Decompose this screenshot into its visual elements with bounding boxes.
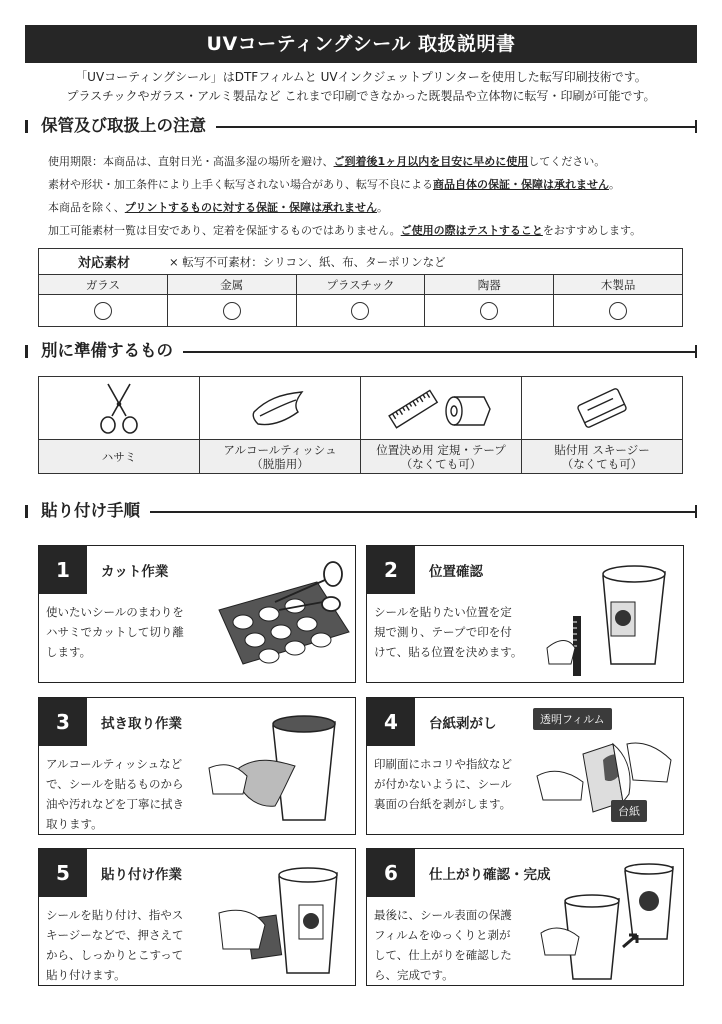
step-desc-line: キージーなどで、押さえて [46, 928, 184, 942]
step-desc-line: して、仕上がりを確認した [374, 948, 512, 962]
note-emphasis: ご到着後1ヶ月以内を目安に早めに使用 [333, 155, 529, 168]
circle-mark-icon [223, 302, 241, 320]
tool-ruler-tape [361, 377, 522, 473]
step-6-card [366, 848, 684, 986]
step-3-card [38, 697, 356, 835]
tool-picture [361, 377, 521, 440]
material-glass: ガラス [39, 275, 168, 294]
materials-excluded-note: × 転写不可素材：シリコン、紙、布、ターポリンなど [169, 254, 446, 269]
intro-line-1: 「UVコーティングシール」はDTFフィルムと UVインクジェットプリンターを使用した転写印刷技術です。 [75, 70, 647, 84]
material-plastic: プラスチック [297, 275, 426, 294]
step-desc-line: 使いたいシールのまわりを [46, 605, 184, 619]
material-cell [168, 295, 297, 326]
materials-table [38, 248, 683, 327]
note-test [48, 219, 698, 242]
wipe-illustration [199, 704, 351, 830]
page-title: UVコーティングシール 取扱説明書 [25, 25, 697, 63]
step-desc-line: から、しっかりとこすって [46, 948, 184, 962]
note-text: してください。 [528, 155, 606, 168]
section-tick-left [25, 505, 28, 518]
step-number: 4 [367, 698, 415, 746]
step-desc-line: けて、貼る位置を決めます。 [374, 645, 523, 659]
tissue-icon [250, 386, 310, 430]
materials-names-row [39, 275, 682, 295]
step-description [46, 754, 196, 834]
tool-caption-line: （なくても可） [400, 456, 482, 471]
tool-alcohol-tissue [200, 377, 361, 473]
step-desc-line: ハサミでカットして切り離 [46, 625, 184, 639]
step-desc-line: アルコールティッシュなど [46, 757, 183, 771]
note-text: 使用期限：本商品は、直射日光・高温多湿の場所を避け、 [48, 155, 334, 168]
note-text: 素材や形状・加工条件により上手く転写されない場合があり、転写不良による [48, 178, 433, 191]
position-check-illustration [527, 552, 679, 678]
step-title: 貼り付け作業 [101, 867, 182, 883]
tool-picture [200, 377, 360, 440]
tool-caption [200, 440, 360, 473]
scissors-icon [94, 380, 144, 436]
note-text: 本商品を除く、 [48, 201, 125, 214]
tool-caption-line: 貼付用 スキージー [554, 442, 650, 457]
step-desc-line: 取ります。 [46, 817, 103, 831]
note-warranty [48, 196, 698, 219]
step-desc-line: 貼り付けます。 [46, 968, 126, 982]
note-text: をおすすめします。 [542, 224, 642, 237]
material-cell [554, 295, 682, 326]
label-transparent-film: 透明フィルム [533, 708, 612, 730]
material-cell [39, 295, 168, 326]
section-header-prepare [25, 340, 697, 362]
finish-illustration [527, 855, 679, 981]
tool-scissors [39, 377, 200, 473]
section-header-procedure [25, 500, 697, 522]
step-number: 6 [367, 849, 415, 897]
step-number: 3 [39, 698, 87, 746]
step-title: カット作業 [101, 564, 169, 580]
cut-sticker-illustration [199, 552, 351, 678]
section-header-storage [25, 115, 697, 137]
material-cell [297, 295, 426, 326]
step-4-card [366, 697, 684, 835]
note-expiry [48, 150, 698, 173]
step-5-card [38, 848, 356, 986]
step-description [374, 905, 524, 985]
section-tick-left [25, 120, 28, 133]
step-number: 1 [39, 546, 87, 594]
step-desc-line: 裏面の台紙を剥がします。 [374, 797, 512, 811]
tool-caption-line: （なくても可） [561, 456, 643, 471]
section-title-procedure: 貼り付け手順 [41, 500, 150, 522]
materials-label: 対応素材 [77, 256, 130, 271]
step-desc-line: 規で測り、テープで印を付 [374, 625, 512, 639]
step-title: 位置確認 [429, 564, 483, 580]
step-title: 台紙剥がし [429, 716, 497, 732]
step-2-card [366, 545, 684, 683]
step-desc-line: ら、完成です。 [374, 968, 454, 982]
circle-mark-icon [609, 302, 627, 320]
step-title: 拭き取り作業 [101, 716, 182, 732]
step-desc-line: シールを貼りたい位置を定 [374, 605, 512, 619]
step-title: 仕上がり確認・完成 [429, 867, 551, 883]
intro-line-2: プラスチックやガラス・アルミ製品など これまで印刷できなかった既製品や立体物に転写・印刷が可能です。 [66, 89, 656, 103]
section-tick-right [695, 345, 697, 358]
note-text: 。 [377, 201, 389, 214]
circle-mark-icon [480, 302, 498, 320]
note-text: 加工可能素材一覧は目安であり、定着を保証するものではありません。 [48, 224, 401, 237]
step-desc-line: します。 [46, 645, 92, 659]
section-tick-left [25, 345, 28, 358]
section-tick-right [695, 120, 697, 133]
caution-notes [48, 150, 698, 242]
note-text: 。 [609, 178, 620, 191]
step-desc-line: 油や汚れなどを丁寧に拭き [46, 797, 184, 811]
step-desc-line: フィルムをゆっくりと剥が [374, 928, 511, 942]
tool-caption-line: （脱脂用） [251, 456, 309, 471]
intro-text [0, 68, 722, 106]
circle-mark-icon [351, 302, 369, 320]
step-description [374, 754, 524, 814]
tool-caption-line: ハサミ [101, 449, 137, 464]
tool-picture [39, 377, 199, 440]
material-metal: 金属 [168, 275, 297, 294]
materials-marks-row [39, 295, 682, 326]
step-desc-line: 印刷面にホコリや指紋など [374, 757, 512, 771]
note-emphasis: 商品自体の保証・保障は承れません [433, 178, 609, 191]
step-number: 5 [39, 849, 87, 897]
apply-sticker-illustration [199, 855, 351, 981]
tool-caption-line: アルコールティッシュ [223, 442, 337, 457]
step-desc-line: で、シールを貼るものから [46, 777, 184, 791]
note-transfer [48, 173, 698, 196]
label-backing-paper: 台紙 [611, 800, 647, 822]
material-ceramic: 陶器 [425, 275, 554, 294]
ruler-tape-icon [386, 381, 496, 435]
material-cell [425, 295, 554, 326]
step-desc-line: が付かないように、シール [374, 777, 512, 791]
materials-header [39, 249, 682, 275]
note-emphasis: ご使用の際はテストすること [400, 224, 543, 237]
tool-caption [39, 440, 199, 473]
section-title-prepare: 別に準備するもの [41, 340, 183, 362]
step-desc-line: 最後に、シール表面の保護 [374, 908, 512, 922]
section-tick-right [695, 505, 697, 518]
step-description [374, 602, 524, 662]
tool-picture [522, 377, 682, 440]
step-description [46, 602, 196, 662]
step-description [46, 905, 196, 985]
tools-table [38, 376, 683, 474]
tool-caption [522, 440, 682, 473]
step-desc-line: シールを貼り付け、指やス [46, 908, 184, 922]
step-number: 2 [367, 546, 415, 594]
step-1-card [38, 545, 356, 683]
tool-caption-line: 位置決め用 定規・テープ [376, 442, 506, 457]
material-wood: 木製品 [600, 278, 636, 292]
squeegee-icon [574, 384, 630, 432]
circle-mark-icon [94, 302, 112, 320]
tool-caption [361, 440, 521, 473]
tool-squeegee [522, 377, 682, 473]
section-title-storage: 保管及び取扱上の注意 [41, 115, 216, 137]
note-emphasis: プリントするものに対する保証・保障は承れません [124, 201, 378, 214]
